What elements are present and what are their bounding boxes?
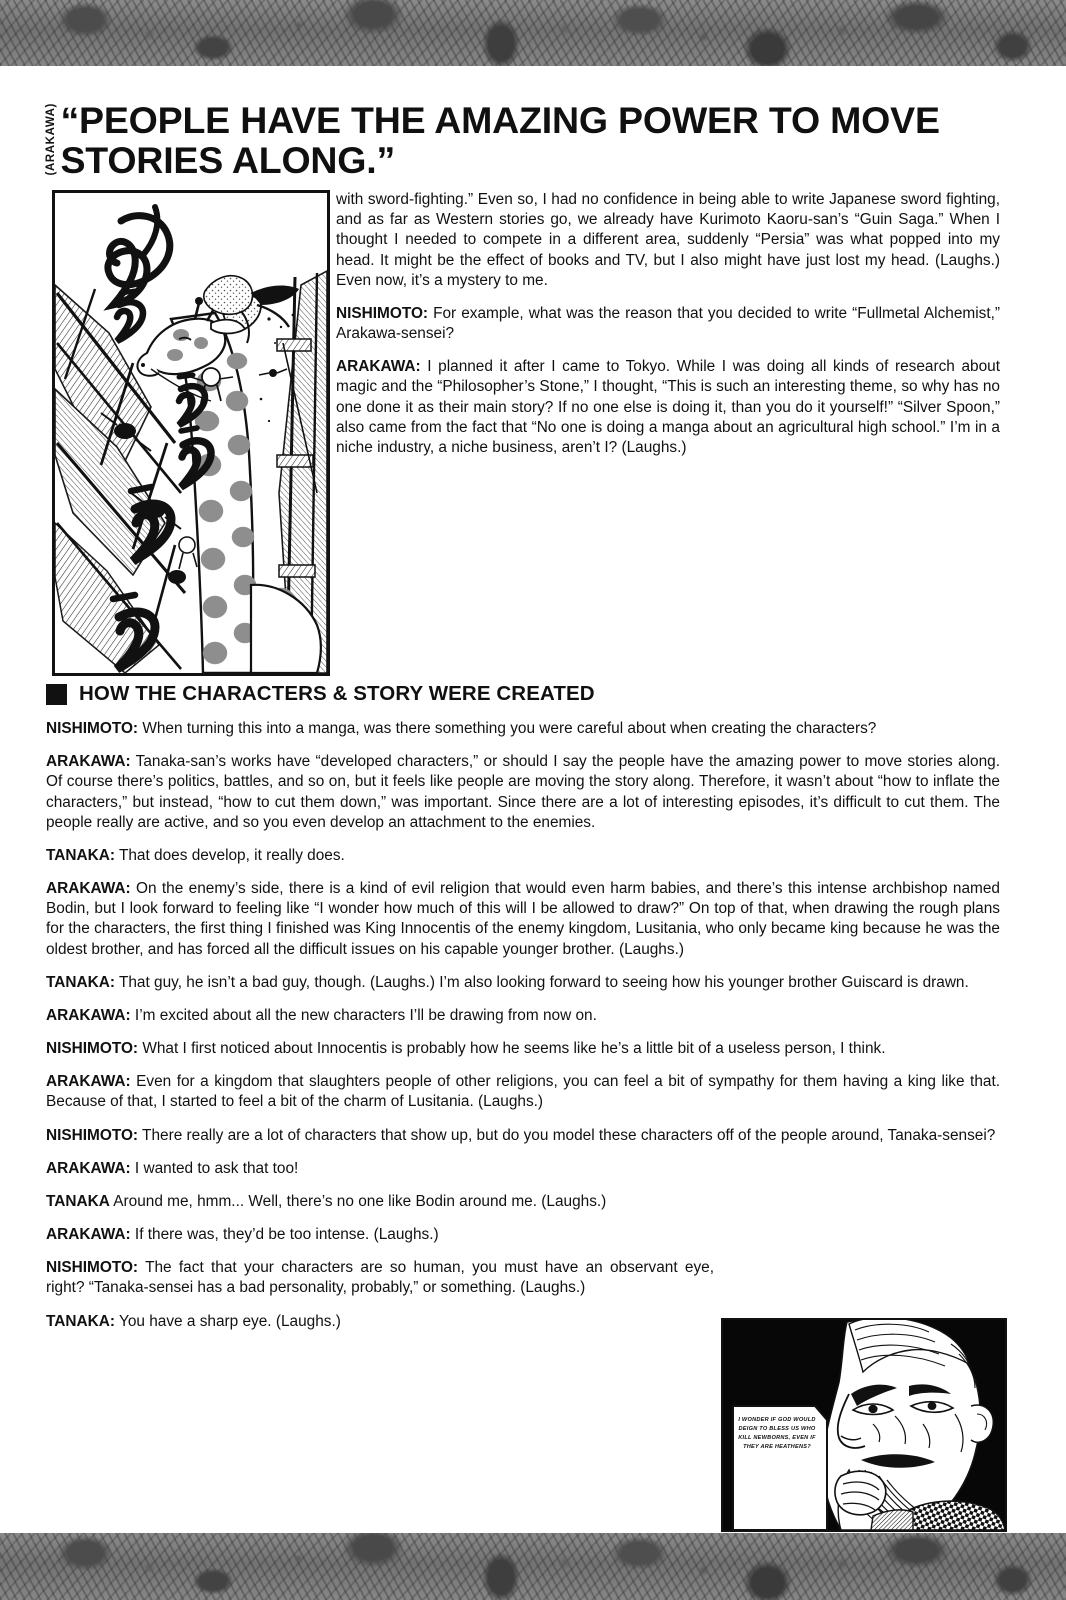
paragraph-text: For example, what was the reason that you decided to write “Fullmetal Alchemist,” Arakawa-sensei? [336, 304, 1000, 343]
speaker-label: ARAKAWA: [46, 753, 131, 771]
speaker-label: ARAKAWA: [46, 880, 131, 898]
paragraph-text: with sword-fighting.” Even so, I had no confidence in being able to write Japanese sword fighting, and as far as Western stories go, we already have Kurimoto Kaoru-san’s “Guin Saga.” When I thought I needed to compete in a different area, suddenly “Persia” was what popped into my head. It might be the effect of books and TV, but I also might have just lost my head. (Laughs.) Even now, it’s a mystery to me. [336, 191, 1000, 289]
paragraph-text: On the enemy’s side, there is a kind of evil religion that would even harm babies, and there’s this intense archbishop named Bodin, but I look forward to feeling like “I wonder how much of this will I be allowed to draw?” On top of that, when drawing the rough plans for the characters, the first thing I finished was King Innocentis of the enemy kingdom, Lusitania, who only became king because he was the oldest brother, and has forced all the difficult issues on his capable younger brother. (Laughs.) [46, 880, 1000, 958]
speaker-label: ARAKAWA: [46, 1159, 131, 1177]
paragraph-text: When turning this into a manga, was there something you were careful about when creating the characters? [138, 720, 877, 737]
paragraph [46, 1072, 1000, 1112]
section-heading [46, 682, 1000, 706]
paragraph [46, 752, 1000, 833]
paragraph-text: You have a sharp eye. (Laughs.) [114, 1312, 341, 1330]
section-title: HOW THE CHARACTERS & STORY WERE CREATED [79, 682, 595, 705]
paragraph-text: Around me, hmm... Well, there’s no one like Bodin around me. (Laughs.) [109, 1192, 607, 1210]
filled-square-icon [46, 684, 67, 705]
speaker-label: NISHIMOTO: [46, 1259, 139, 1277]
paragraph-text: I wanted to ask that too! [130, 1159, 299, 1177]
paragraph [46, 1006, 1000, 1026]
headline-block [46, 100, 1006, 180]
speaker-label: NISHIMOTO: [46, 1126, 139, 1144]
paragraph [46, 1039, 1000, 1059]
speaker-label: NISHIMOTO: [46, 720, 139, 737]
paragraph-text: If there was, they’d be too intense. (Laughs.) [130, 1226, 439, 1244]
paragraph-text: That does develop, it really does. [114, 846, 345, 864]
paragraph [46, 1126, 1000, 1146]
paragraph [46, 846, 1000, 866]
bodin-artwork [723, 1320, 1005, 1530]
speaker-label: TANAKA: [46, 846, 115, 864]
headline-speaker-tag: (ARAKAWA) [45, 103, 57, 176]
paragraph [46, 1159, 1000, 1179]
paragraph-text: What I first noticed about Innocentis is probably how he seems like he’s a little bit of a useless person, I think. [138, 1040, 886, 1058]
paragraph-text: I’m excited about all the new characters I’ll be drawing from now on. [130, 1006, 597, 1024]
paragraph [46, 1312, 714, 1332]
giraffe-illustration-svg [55, 193, 327, 673]
paragraph [46, 1192, 1000, 1212]
speaker-label: TANAKA [46, 1192, 110, 1210]
paragraph [336, 190, 1000, 291]
speaker-label: ARAKAWA: [46, 1073, 131, 1091]
paragraph [336, 357, 1000, 458]
speaker-label: ARAKAWA: [46, 1006, 131, 1024]
paragraph [46, 1225, 1000, 1245]
paragraph [336, 304, 1000, 344]
paragraph-text: The fact that your characters are so human, you must have an observant eye, right? “Tanaka-sensei has a bad personality, probably,” or something. (Laughs.) [46, 1259, 714, 1297]
main-column [46, 666, 1000, 1332]
manga-panel-bodin [721, 1318, 1007, 1532]
paragraph-text: Even for a kingdom that slaughters people of other religions, you can feel a bit of sympathy for them having a king like that. Because of that, I started to feel a bit of the charm of Lusitania. (Laughs.) [46, 1073, 1000, 1111]
article-canvas [0, 66, 1066, 1533]
paragraph-text: I planned it after I came to Tokyo. While I was doing all kinds of research about magic and the “Philosopher’s Stone,” I thought, “This is such an interesting theme, so why has no one done it as their main story? If no one else is doing it, than you do it yourself!” “Silver Spoon,” also came from the fact that “No one is doing a manga about an agricultural high school.” I’m in a niche industry, a niche business, aren’t I? (Laughs.) [336, 358, 1000, 456]
paragraph [46, 973, 1000, 993]
speaker-label: ARAKAWA: [46, 1226, 131, 1244]
giraffe-artwork [55, 193, 327, 673]
speech-bubble-text: I WONDER IF GOD WOULD DEIGN TO BLESS US WHO KILL NEWBORNS, EVEN IF THEY ARE HEATHENS? [738, 1417, 816, 1451]
paragraph [46, 719, 1000, 739]
speaker-label: TANAKA: [46, 1312, 115, 1330]
decorative-border-bottom [0, 1533, 1066, 1600]
speaker-label: TANAKA: [46, 973, 115, 991]
paragraph [46, 1258, 714, 1298]
manga-panel-giraffe [52, 190, 330, 676]
bodin-hand [835, 1471, 886, 1515]
speaker-label: NISHIMOTO: [336, 304, 429, 322]
paragraph-text: That guy, he isn’t a bad guy, though. (Laughs.) I’m also looking forward to seeing how his younger brother Guiscard is drawn. [114, 973, 969, 991]
paragraph-text: Tanaka-san’s works have “developed characters,” or should I say the people have the amazing power to move stories along. Of course there’s politics, battles, and so on, but it feels like people are moving the story along. Therefore, it wasn’t about “how to inflate the characters,” but instead, “how to cut them down,” was important. Since there are a lot of interesting episodes, it’s difficult to cut them. The people really are active, and so you even develop an attachment to the enemies. [46, 753, 1000, 831]
page-title: “PEOPLE HAVE THE AMAZING POWER TO MOVE STORIES ALONG.” [60, 99, 940, 182]
speaker-label: ARAKAWA: [336, 358, 421, 376]
speaker-label: NISHIMOTO: [46, 1040, 139, 1058]
intro-column [336, 190, 1000, 458]
decorative-border-top [0, 0, 1066, 66]
paragraph [46, 879, 1000, 960]
paragraph-text: There really are a lot of characters that show up, but do you model these characters off of the people around, Tanaka-sensei? [138, 1126, 996, 1144]
